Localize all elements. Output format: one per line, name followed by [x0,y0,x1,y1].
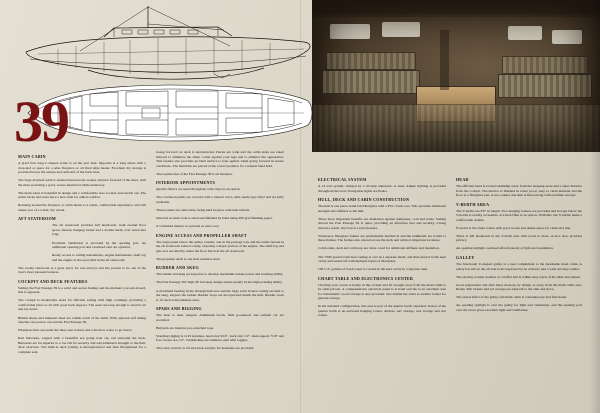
paragraph: The hull is one piece, hand laid fiberglass with a PVC foam core. This provides additional strength and stiffness to the hull. [318,204,446,213]
heading-v-berth-area: V-BERTH AREA [456,201,490,207]
section-galley [456,256,582,312]
paragraph: The visual effect of the galley and main cabin is contemporary and functional. [456,295,567,300]
paragraph: 100 U.S. gallons of fresh water is carried in the keel cavity in a separate tank. [318,267,428,272]
paragraph: A machined bearing in the through-hull area and the large solid bronze casting secured to the skeg, support the rudder. Rudder stops are incorporated inside the hull. Rudder stock is 1¾ inch solid stainless steel. [156,288,284,302]
section-rudder-skeg [156,266,284,302]
paragraph: In the standard configuration, this area is part of the quarter berth. Optional, in lieu of the quarter berth is an enclosed hanging locker, shelves, nav storage, tool storage and wet locker. [318,304,446,318]
text-column-3 [318,178,446,321]
paragraph: Cabin sides, deck and cabin top are balsa cored for additional stiffness and insulation. [318,246,440,251]
paragraph: Quality fabrics are used throughout with vinyl as an option. [156,187,241,192]
paragraph: Sailing the Fast Passage 39 is a solid and secure feeling and the moment you sail aboard, this is apparent. [18,285,146,295]
paragraph: The propeller shaft is one inch stainless steel. [156,256,221,261]
paragraph: Transverse fiberglass frames are permanently molded in and the bulkheads are bolted to these frames. The frames also extend across the deck and cabin at important locations. [318,233,446,243]
paragraph: The functional U-shaped galley is a near compliment to the handsome main cabin. A safety bar rail on the aft side is incorporated by an archway and a wide serving counter. [456,262,582,271]
paragraph: Rail bulwarks, capped with a beautiful sea going teak cap rail surround the deck. Bulwarks are far superior to a toe rail for security and add additional strength to the hull-deck structure. The built-in deck joining is through-bolted and then fiberglassed for a complete seal. [18,336,146,354]
heading-chart-table-electronics-center: CHART TABLE AND ELECTRONICS CENTER [318,275,414,281]
heading-main-cabin: MAIN CABIN [18,154,46,159]
paragraph: A great four long L-shaped settee is on the port side. Opposite is a long settee with a drop-leaf or space for a wine fireplace or oil fired table heater. Excellent dry storage is provided below the settees and outboard of the back rests. [18,161,146,175]
heading-hull-deck-cabin-construction: HULL, DECK AND CABIN CONSTRUCTION [318,197,410,203]
paragraph: The large dropleaf table is situated between the settees and just forward of the mast, with the mast providing a good, secure hand hold while underway. [18,178,146,187]
heading-aft-stateroom: AFT STATEROOM [18,216,56,222]
page-edge-shadow [590,0,600,413]
article-body [0,150,600,413]
paragraph: Ready access to sailing instruments, engine instruments, shaft log and the engine is also provided in the aft stateroom. [52,253,146,262]
heading-interior-appointments: INTERIOR APPOINTMENTS [156,180,216,186]
paragraph: The main salon is beautiful in design and a comfortable area to relax and stretch out. The settee backs and seats have a nice slide for added comfort. [18,190,146,200]
paragraph: The mast is mast stepped. Aluminum boom, field gooseneck and outhaul car are provided. [156,313,284,322]
paragraph: Charting your course is handy in the cockpit and far enough away from the main cabin to be semi-private. A comprehensive electrical panel is at hand and the is an excellent area for instruments. Good storage is also provided. Just behind the stairs is another locker for general storage. [318,282,446,301]
page-number: 39 [14,89,68,154]
drawings-area [0,0,600,152]
paragraph: The roller traveler is aft and track and jibs for headsails are provided. [156,346,255,351]
heading-head: HEAD [456,177,469,182]
section-engine-access [156,234,284,262]
paragraph: The topside feel of the Fast Passage 39 is all business. [156,171,233,176]
heading-engine-access: ENGINE ACCESS AND PROPELLER SHAFT [156,232,247,238]
heading-cockpit-deck-features: COCKPIT AND DECK FEATURES [18,278,88,284]
heading-galley: GALLEY [456,254,475,260]
section-deck-continued [156,150,284,176]
text-column-4 [456,178,582,316]
section-head [456,178,582,198]
paragraph: The serving counter doubles as a buffet and is within easy reach of the table and settees. [456,274,581,279]
paragraph: These panels are removable, being held in place with teak battens. [156,207,250,212]
paragraph: Three more important benefits are insulation against dampness, cold and noise. Sailing aboard the Fast Passage 39 is quiet, providing an effortless feel and security. Living aboard a warm, dry boat is a real pleasure. [318,216,446,230]
heading-rudder-skeg: RUDDER AND SKEG [156,265,199,271]
paragraph: Forward is the chain locker with good access and ample space for chain and line. [456,225,571,230]
paragraph: The 7500 pound solid lead casting is cast in a separate mold, and then placed in the keel cavity and sealed off with multiple layers of fiberglass. [318,254,446,264]
section-electrical-system [318,178,446,193]
section-main-cabin [18,155,146,212]
text-column-2 [156,150,284,355]
paragraph: There is full headroom in the V-berth area with room to dress. A nice door provides privacy. [456,233,582,243]
paragraph: The cockpit is moderately sized for efficient sailing with high coamings providing a comfortable place to sit with good back support. The seats are long enough to stretch out and lay down. [18,298,146,312]
section-chart-table-electronics [318,277,446,318]
paragraph: The overhead panels are covered with a natural color, ultra suede type vinyl and are fully washable. [156,195,284,204]
paragraph: Relaxing around the fireplace or cabin heater is a warm, comfortable experience, and will assure you of a warm, dry vessel. [18,203,146,212]
paragraph: An opening skylight overhead affords plenty of light and ventilation. [456,246,554,251]
text-column-1 [18,150,146,358]
interior-cabin-photo [312,0,600,152]
paragraph: Excellent ventilation is provided by the opening port. An additional opening port and overhead vent are optional. [52,240,146,250]
paragraph: The large panel below the galley counter, one in the passage way and the entire bureau in the aft stateroom remove easily, exposing a major portion of the engine. The shaft log and gate box are directly under the floor hatch in the aft stateroom. [156,239,284,253]
paragraph: The aft stateroom provides full headroom, walk around floor space, bureau, hanging locker and a double berth, over seven feet long. [52,223,146,237]
heading-spars-rigging: SPARS AND RIGGING [156,306,202,312]
section-cockpit-deck [18,280,146,354]
paragraph: Fiberglass bins are under the three seat lockers and will allow water to go below. [18,328,133,333]
paragraph: The V-berths are 6'6" in length. Two hanging lockers are provided and storage below the V-berths is readily accessible. A 9 inch fillet is an option. With this, the V-berths make a comfortable double. [456,208,582,222]
paragraph: Standing rigging is 1x19 stainless, head stay 9/16", back stay 1/2", main uppers 7/16" and fore lowers are 1/4". Turnbuckles are stainless steel with toggles. [156,333,284,343]
section-spars-rigging [156,307,284,351]
paragraph: The rudder and skeg are keyed in to develop maximum rudder power and tracking ability. [156,272,284,277]
paragraph: A varnished interior is optional as extra cost. [156,224,220,229]
paragraph: An opening skylight is over the galley for light and ventilation, and the opening port over the stove gives excellent light and ventilation. [456,303,582,312]
paragraph: Good preparation and after meal clean-up by design, is away from the main cabin area. Ready dish lockers and pot storage are adjacent to the sink and stove. [456,282,582,292]
sail-profile-drawing [18,4,318,82]
paragraph: Halyards are internal, pre-stretched rope. [156,325,215,330]
heading-electrical-system: ELECTRICAL SYSTEM [318,177,367,182]
section-v-berth-area [456,203,582,251]
paragraph: Selected acoustic teak is oiled and finished by hand using 400 grit finishing paper. [156,215,273,220]
paragraph: Going forward on deck is unobstructed. Decks are wide and the cabin sides are raked inboard to eliminate the sharp corner against your legs and to enhance the appearance. This feature also provides an ideal surface to lean against while going forward in severe conditions. The handrails are placed at the correct position for a natural hand hold. [156,150,284,168]
paragraph: The efficient head is located amidship away from the sleeping areas and a short distance from the cockpit. The interior is finished in water proof, easy to clean material and the floor is a fiberglass pan. A sea counter and sink is fitted along with excellent storage. [456,184,582,198]
section-aft-stateroom [18,217,146,274]
section-interior-appointments [156,181,284,228]
paragraph: The roomy stateroom is a great place for rest privacy and has proven to be one of the boat's most pleasant features. [18,265,146,275]
paragraph: A 12-volt system, charged by a 45-amp alternator, is used. Ample lighting is provided throughout the boat. Navigation lights are Perko. [318,184,446,193]
section-hull-deck-cabin-construction [318,198,446,272]
paragraph: Bimini sheets and mainsail sheet are within reach of the helm. With optional self tailing winches one person can sail the Fast Passage 39. [18,315,146,325]
paragraph: The Fast Passage 39's high lift foil skeg design assists greatly in her high pointing ability. [156,280,283,285]
